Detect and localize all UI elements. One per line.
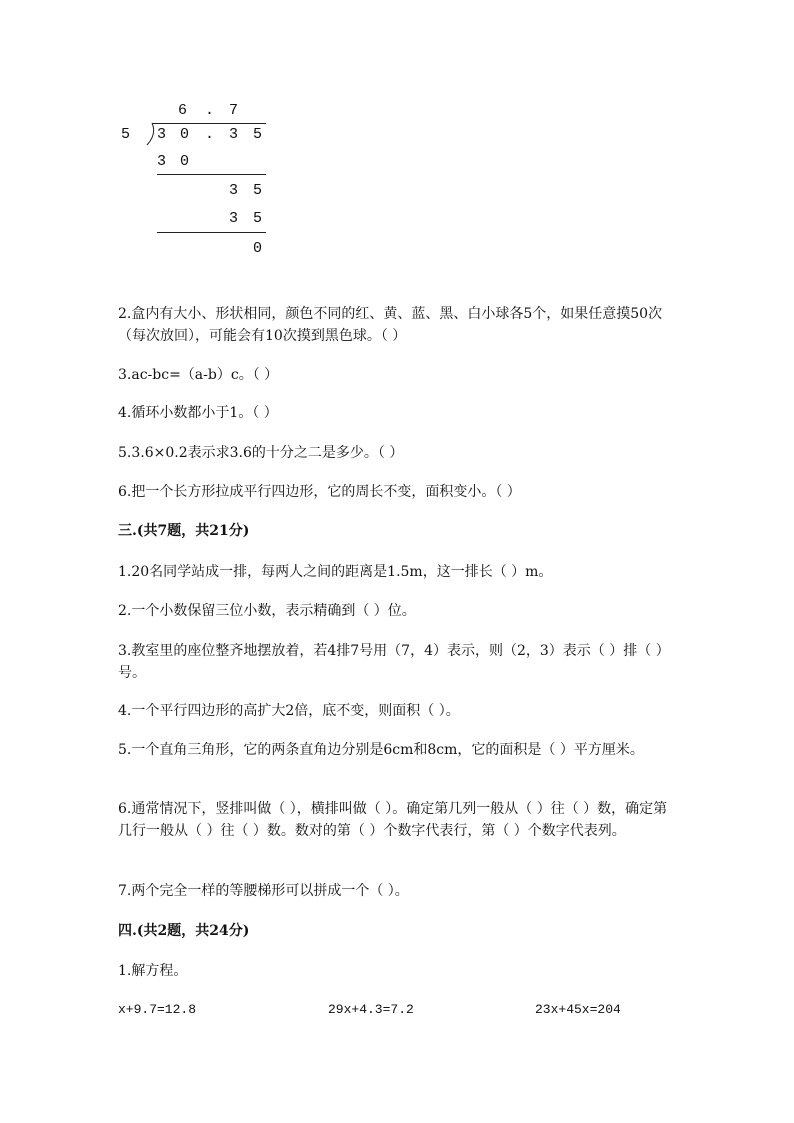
fill-item-4: 4.一个平行四边形的高扩大2倍，底不变，则面积（ ）。 [118,703,460,719]
equation-2: 29x+4.3=7.2 [328,1002,414,1017]
section-3-heading: 三.(共7题，共21分) [118,523,250,539]
quotient-digit: 6 [178,102,188,119]
judge-item-2: 2.盒内有大小、形状相同，颜色不同的红、黄、蓝、黑、白小球各5个，如果任意摸50次（每次放回），可能会有10次摸到黑色球。（ ） [118,306,663,344]
step-digit: 3 [157,153,167,170]
step-digit: 5 [253,210,263,227]
step-digit: 0 [180,153,190,170]
step-digit: 3 [229,210,239,227]
subtraction-line [157,174,266,175]
question-solve-equations: 1.解方程。 [118,963,188,979]
fill-item-1: 1.20名同学站成一排，每两人之间的距离是1.5m，这一排长（ ）m。 [118,564,553,580]
fill-item-5: 5.一个直角三角形，它的两条直角边分别是6cm和8cm，它的面积是（ ）平方厘米。 [118,742,644,758]
fill-item-2: 2.一个小数保留三位小数，表示精确到（ ）位。 [118,603,416,619]
fill-item-7: 7.两个完全一样的等腰梯形可以拼成一个（ ）。 [118,883,409,899]
fill-item-3: 3.教室里的座位整齐地摆放着，若4排7号用（7，4）表示，则（2，3）表示（ ）排（ ）号。 [118,643,670,681]
quotient-digit: 7 [229,102,239,119]
division-bracket [144,122,156,146]
divisor: 5 [121,126,131,143]
dividend-point: . [205,126,215,143]
judge-item-4: 4.循环小数都小于1。（ ） [118,405,278,421]
dividend-digit: 5 [253,126,263,143]
equation-1: x+9.7=12.8 [118,1002,197,1017]
dividend-digit: 0 [180,126,190,143]
dividend-digit: 3 [157,126,167,143]
step-digit: 5 [253,182,263,199]
section-4-heading: 四.(共2题，共24分) [118,923,250,939]
subtraction-line [157,232,266,233]
dividend-digit: 3 [229,126,239,143]
judge-item-6: 6.把一个长方形拉成平行四边形，它的周长不变，面积变小。（ ） [118,484,521,500]
quotient-point: . [205,102,215,119]
judge-item-5: 5.3.6×0.2表示求3.6的十分之二是多少。（ ） [118,445,404,461]
step-digit: 3 [229,182,239,199]
fill-item-6: 6.通常情况下，竖排叫做（ ），横排叫做（ ）。确定第几列一般从（ ）往（ ）数，确定第几行一般从（ ）往（ ）数。数对的第（ ）个数字代表行，第（ ）个数字代表列。 [118,801,668,839]
division-bar [152,123,266,124]
equation-3: 23x+45x=204 [535,1002,621,1017]
judge-item-3: 3.ac-bc=（a-b）c。（ ） [118,367,279,383]
remainder: 0 [253,240,263,257]
